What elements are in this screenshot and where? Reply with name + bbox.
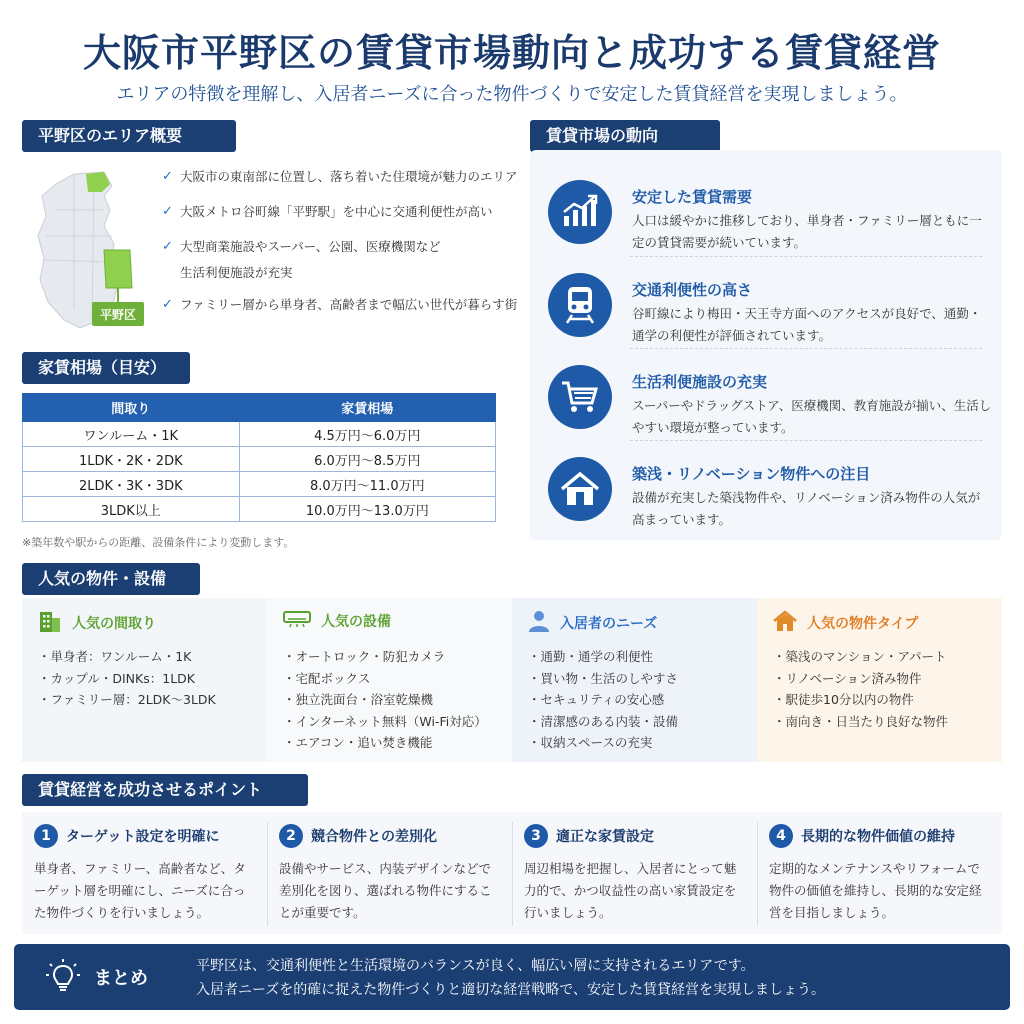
popular-column (512, 598, 757, 762)
point-desc: 周辺相場を把握し、入居者にとって魅力的で、かつ収益性の高い家賃設定を行いましょう。 (524, 861, 737, 920)
check-icon: ✓ (162, 297, 173, 312)
area-item-continued: 生活利便施設が充実 (180, 265, 293, 280)
list-item: ・買い物・生活のしやすさ (528, 670, 679, 686)
summary-line: 入居者ニーズを的確に捉えた物件づくりと適切な経営戦略で、安定した賃貸経営を実現しましょう。 (196, 982, 826, 998)
list-item: ・セキュリティの安心感 (528, 692, 665, 707)
building-icon (38, 610, 62, 636)
summary-banner (14, 944, 1010, 1010)
page-subtitle: エリアの特徴を理解し、入居者ニーズに合った物件づくりで安定した賃貸経営を実現しましょう。 (116, 84, 908, 105)
list-item: ・ファミリー層：2LDK～3LDK (38, 692, 216, 707)
train-icon (548, 273, 612, 337)
area-item: ✓ 大阪市の東南部に位置し、落ち着いた住環境が魅力のエリア (162, 164, 522, 190)
rent-col-price: 家賃相場 (239, 394, 495, 422)
list-item: ・築浅のマンション・アパート (773, 649, 947, 664)
list-item: ・リノベーション済み物件 (773, 670, 922, 686)
market-item-desc: 設備が充実した築浅物件や、リノベーション済み物件の人気が高まっています。 (632, 490, 981, 527)
point-number: 1 (34, 824, 58, 848)
point-desc: 単身者、ファミリー、高齢者など、ターゲット層を明確にし、ニーズに合った物件づくりを行いましょう。 (34, 861, 246, 920)
lightbulb-icon (44, 958, 82, 1000)
aircon-icon (283, 610, 311, 632)
market-item-title: 安定した賃貸需要 (632, 188, 753, 206)
summary-text (196, 954, 825, 1002)
popular-column (757, 598, 1002, 762)
check-icon: ✓ (162, 239, 173, 254)
list-item: ・オートロック・防犯カメラ (283, 649, 446, 664)
rent-table (22, 393, 496, 522)
popular-column-title: 人気の間取り (38, 610, 156, 636)
point-item (757, 812, 997, 934)
cart-icon (548, 365, 612, 429)
table-row: 1LDK・2K・2DK 6.0万円～8.5万円 (23, 447, 496, 472)
table-row: ワンルーム・1K 4.5万円～6.0万円 (23, 422, 496, 447)
market-heading: 賃貸市場の動向 (530, 120, 720, 152)
points-heading: 賃貸経営を成功させるポイント (22, 774, 308, 806)
table-row: 3LDK以上 10.0万円～13.0万円 (23, 497, 496, 522)
area-item: ✓ 大阪メトロ谷町線「平野駅」を中心に交通利便性が高い (162, 199, 522, 225)
popular-column (267, 598, 512, 762)
point-desc: 設備やサービス、内装デザインなどで差別化を図り、選ばれる物件にすることが重要です。 (279, 861, 492, 920)
point-number: 2 (279, 824, 303, 848)
rent-heading: 家賃相場（目安） (22, 352, 190, 384)
popular-column (22, 598, 267, 762)
market-panel (530, 150, 1002, 540)
list-item: ・清潔感のある内装・設備 (528, 713, 679, 729)
market-item-desc: スーパーやドラッグストア、医療機関、教育施設が揃い、生活しやすい環境が整っています。 (632, 398, 992, 435)
point-title: 適正な家賃設定 (556, 829, 654, 845)
market-item (548, 355, 992, 443)
list-item: ・駅徒歩10分以内の物件 (773, 692, 914, 707)
summary-label: まとめ (94, 968, 148, 989)
divider (630, 348, 982, 349)
list-item: ・収納スペースの充実 (528, 735, 653, 750)
list-item: ・通勤・通学の利便性 (528, 649, 654, 664)
list-item: ・独立洗面台・浴室乾燥機 (283, 692, 434, 707)
market-item-title: 交通利便性の高さ (632, 281, 753, 299)
summary-line: 平野区は、交通利便性と生活環境のバランスが良く、幅広い層に支持されるエリアです。 (196, 958, 755, 974)
rent-col-layout: 間取り (23, 394, 240, 422)
page-title: 大阪市平野区の賃貸市場動向と成功する賃貸経営 (82, 31, 941, 75)
market-item-desc: 谷町線により梅田・天王寺方面へのアクセスが良好で、通勤・通学の利便性が評価されています。 (632, 306, 982, 343)
house-icon (548, 457, 612, 521)
popular-column-title: 人気の設備 (283, 610, 391, 632)
check-icon: ✓ (162, 169, 173, 184)
popular-column-title: 入居者のニーズ (528, 610, 657, 636)
list-item: ・エアコン・追い焚き機能 (283, 735, 433, 750)
area-item: ✓ ファミリー層から単身者、高齢者まで幅広い世代が暮らす街 (162, 292, 522, 318)
area-item: ✓ 大型商業施設やスーパー、公園、医療機関など (162, 234, 522, 260)
popular-panel (22, 598, 1002, 762)
point-number: 4 (769, 824, 793, 848)
list-item: ・単身者：ワンルーム・1K (38, 649, 192, 664)
person-icon (528, 610, 550, 636)
list-item: ・インターネット無料（Wi-Fi対応） (283, 713, 487, 729)
home-type-icon (773, 610, 797, 636)
check-icon: ✓ (162, 204, 173, 219)
market-item (548, 447, 988, 535)
area-heading: 平野区のエリア概要 (22, 120, 236, 152)
list-item: ・カップル・DINKs：1LDK (38, 670, 195, 686)
divider (630, 440, 982, 441)
market-item (548, 263, 988, 351)
market-item-title: 築浅・リノベーション物件への注目 (632, 465, 871, 483)
osaka-map-icon (34, 170, 144, 330)
point-number: 3 (524, 824, 548, 848)
point-item (512, 812, 752, 934)
map-label: 平野区 (99, 308, 137, 322)
points-panel (22, 812, 1002, 934)
table-row: 2LDK・3K・3DK 8.0万円～11.0万円 (23, 472, 496, 497)
popular-heading: 人気の物件・設備 (22, 563, 200, 595)
point-item (267, 812, 507, 934)
area-list (162, 164, 522, 327)
market-item (548, 170, 988, 258)
divider (630, 256, 982, 257)
point-title: 長期的な物件価値の維持 (801, 829, 955, 845)
point-title: 競合物件との差別化 (311, 829, 437, 845)
market-item-desc: 人口は緩やかに推移しており、単身者・ファミリー層ともに一定の賃貸需要が続いています。 (632, 213, 982, 250)
point-item (22, 812, 262, 934)
point-desc: 定期的なメンテナンスやリフォームで物件の価値を維持し、長期的な安定経営を目指しましょう。 (769, 861, 982, 920)
chart-up-icon (548, 180, 612, 244)
popular-column-title: 人気の物件タイプ (773, 610, 918, 636)
list-item: ・宅配ボックス (283, 670, 371, 686)
market-item-title: 生活利便施設の充実 (632, 373, 768, 391)
point-title: ターゲット設定を明確に (66, 829, 220, 845)
rent-note: ※築年数や駅からの距離、設備条件により変動します。 (22, 536, 295, 549)
list-item: ・南向き・日当たり良好な物件 (773, 713, 949, 729)
